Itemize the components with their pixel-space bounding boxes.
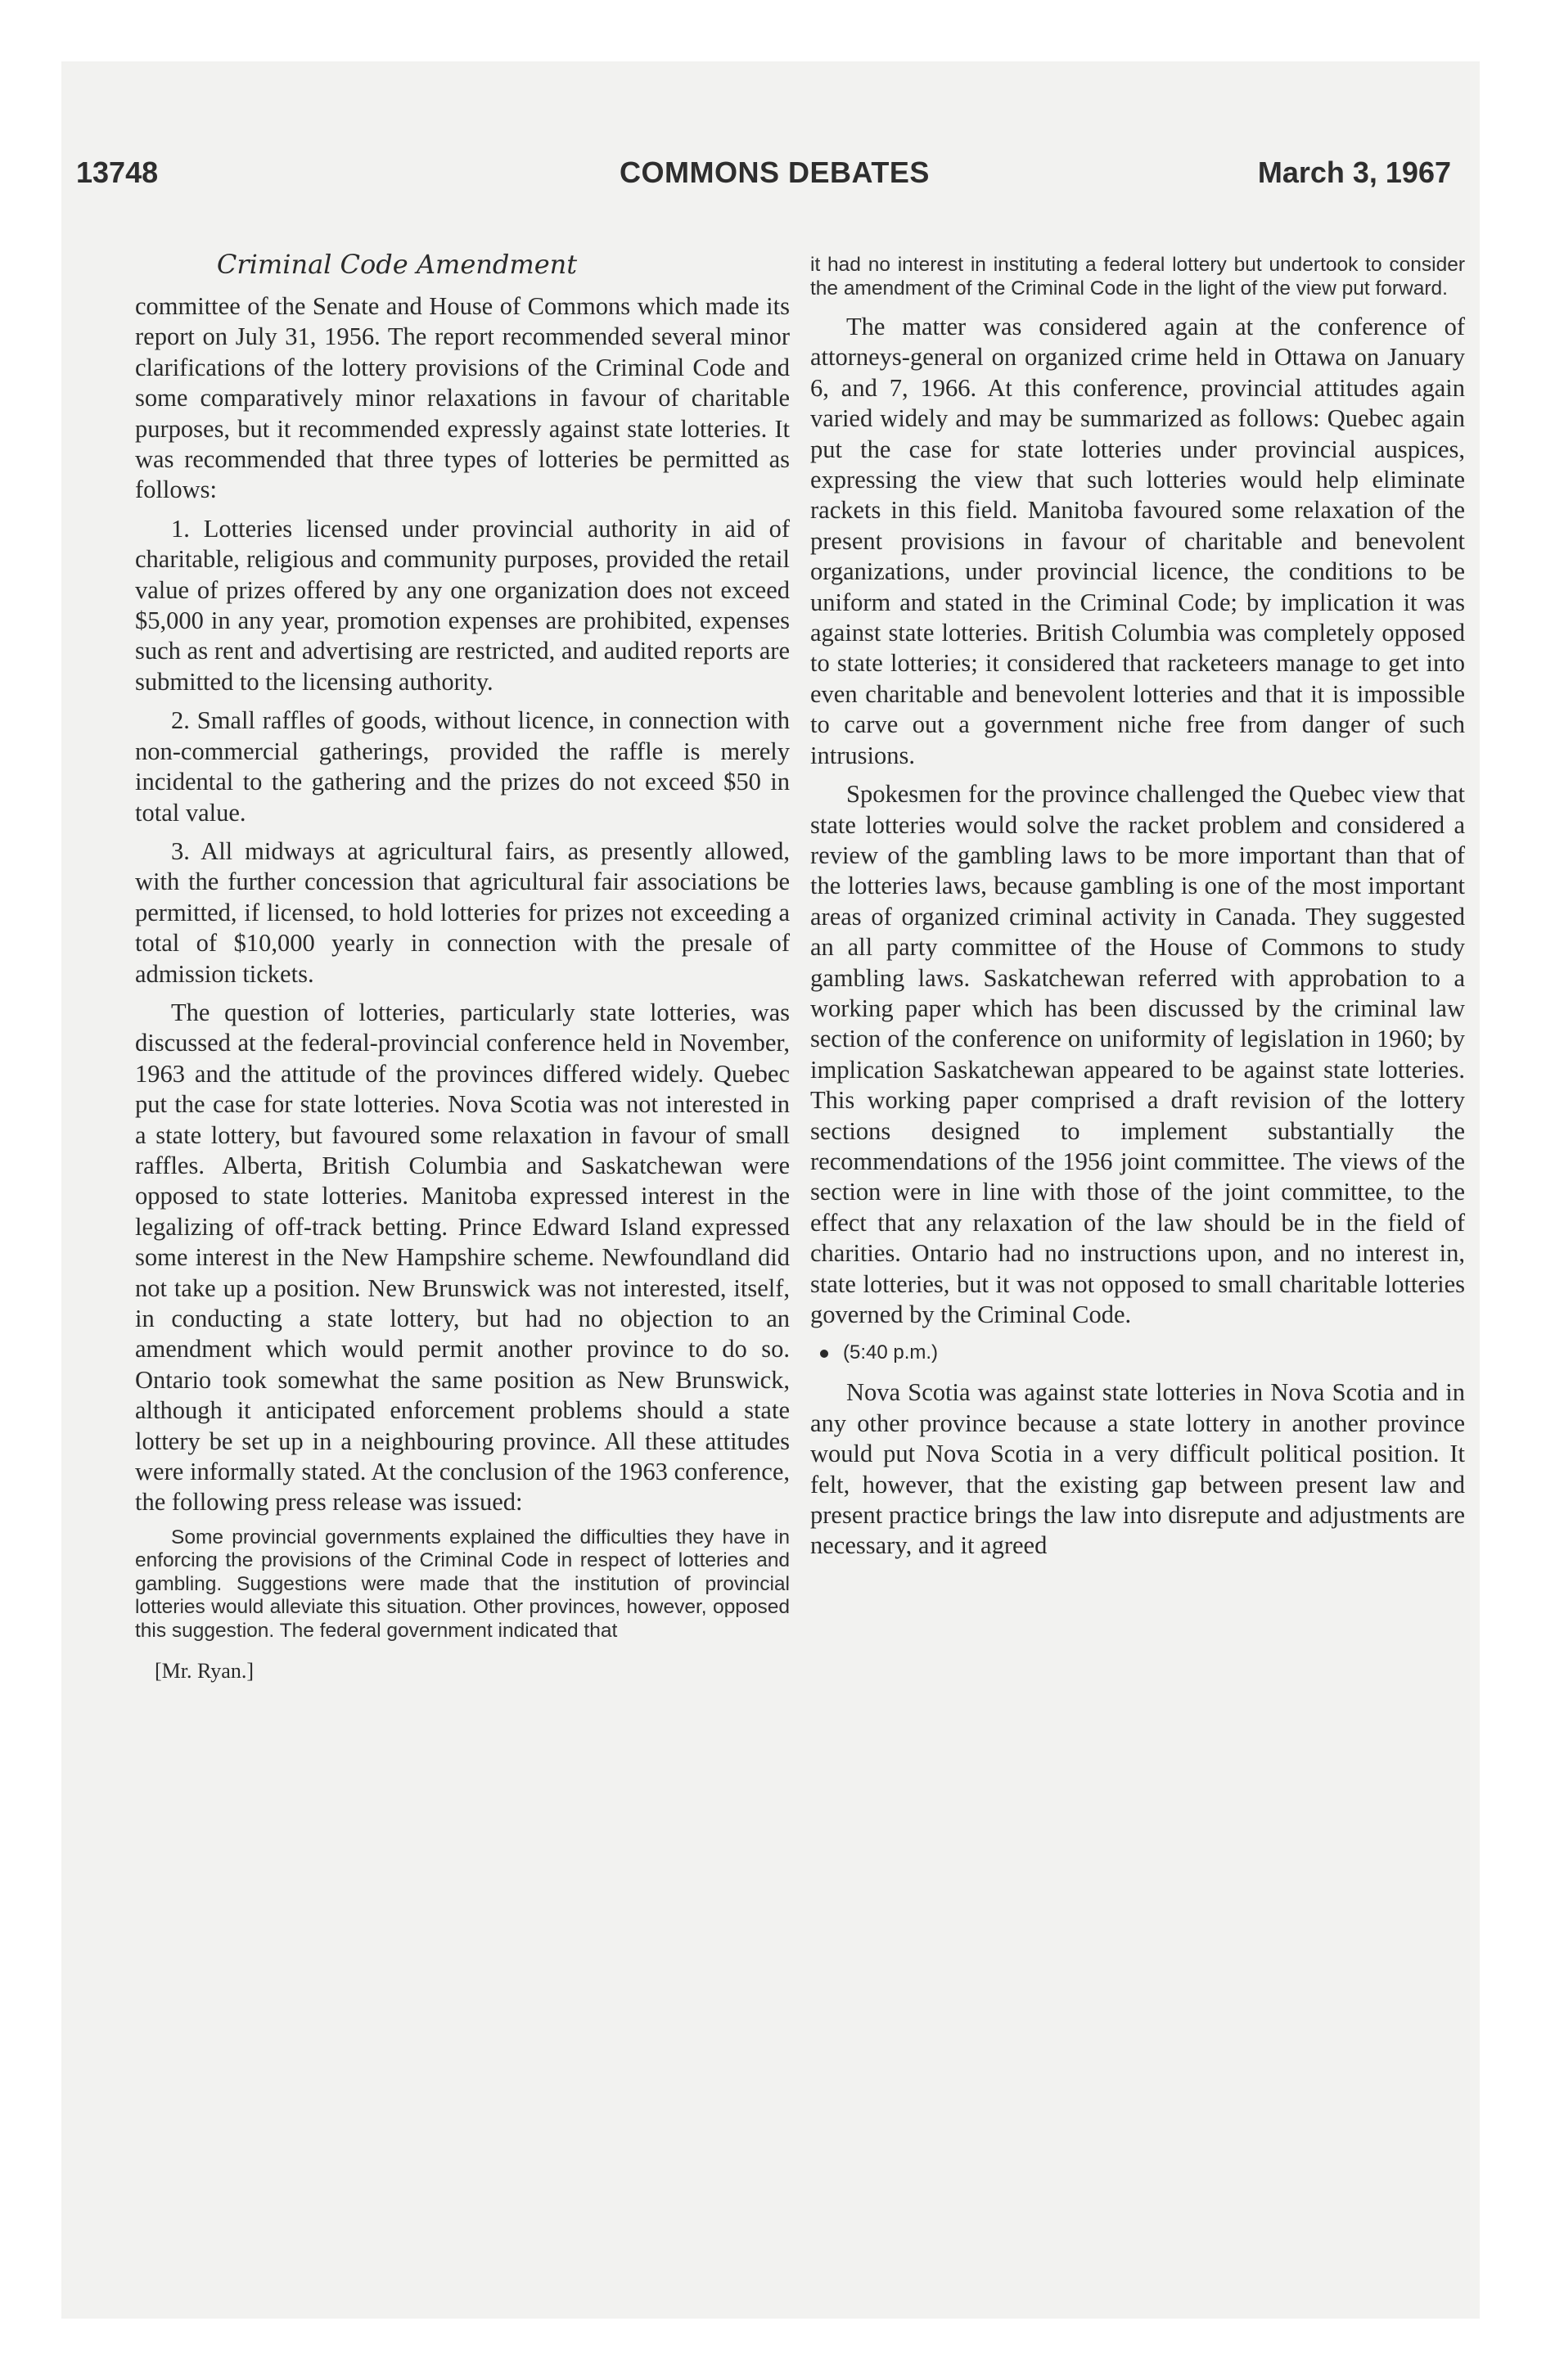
press-release-quote: Some provincial governments explained the difficulties they have in enforcing the provisions of the Criminal Code in respect of lotteries and gambling. Suggestions were made that the institution of provincial lotteries would alleviate this situation. Other provinces, however, opposed this suggestion. The federal government indicated that [135,1526,790,1642]
paragraph: The question of lotteries, particularly state lotteries, was discussed at the federal-provincial conference held in November, 1963 and the attitude of the provinces differed widely. Quebec put the case for state lotteries. Nova Scotia was not interested in a state lottery, but favoured some relaxation in favour of small raffles. Alberta, British Columbia and Saskatchewan were opposed to state lotteries. Manitoba expressed interest in the legalizing of off-track betting. Prince Edward Island expressed some interest in the New Hampshire scheme. Newfoundland did not take up a position. New Brunswick was not interested, itself, in conducting a state lottery, but had no objection to an amendment which would permit another province to do so. Ontario took somewhat the same position as New Brunswick, although it anticipated enforcement problems should a state lottery be set up in a neighbouring province. All these attitudes were informally stated. At the conclusion of the 1963 conference, the following press release was issued: [135,998,790,1517]
paragraph: The matter was considered again at the conference of attorneys-general on organized crime held in Ottawa on January 6, and 7, 1966. At this conference, provincial attitudes again varied widely and may be summarized as follows: Quebec again put the case for state lotteries under provincial auspices, expressing the view that such lotteries would help eliminate rackets in this field. Manitoba favoured some relaxation of the present provisions in favour of charitable and benevolent organizations, under provincial licence, the conditions to be uniform and stated in the Criminal Code; by implication it was against state lotteries. British Columbia was completely opposed to state lotteries; it considered that racketeers manage to get into even charitable and benevolent lotteries and that it is impossible to carve out a government niche free from danger of such intrusions. [810,313,1465,769]
publication-date: March 3, 1967 [1257,156,1451,189]
right-column [810,254,1465,1570]
press-release-quote-continued: it had no interest in instituting a federal lottery but undertook to consider the amendment of the Criminal Code in the light of the view put forward. [810,254,1465,300]
list-item: 3. All midways at agricultural fairs, as presently allowed, with the further concession that agricultural fair associations be permitted, if licensed, to hold lotteries for prizes not exceeding a total of $10,000 yearly in connection with the presale of admission tickets. [135,836,790,988]
page-header [76,156,1451,205]
paragraph: Spokesmen for the province challenged the Quebec view that state lotteries would solve the racket problem and considered a review of the gambling laws to be more important than that of the lotteries laws, because gambling is one of the most important areas of organized criminal activity in Canada. They suggested an all party committee of the House of Commons to study gambling laws. Saskatchewan referred with approbation to a working paper which has been discussed by the criminal law section of the conference on uniformity of legislation in 1960; by implication Saskatchewan appeared to be against state lotteries. This working paper comprised a draft revision of the lottery sections designed to implement substantially the recommendations of the 1956 joint committee. The views of the section were in line with those of the joint committee, to the effect that any relaxation of the law should be in the field of charities. Ontario had no instructions upon, and no interest in, state lotteries, but it was not opposed to small charitable lotteries governed by the Criminal Code. [810,780,1465,1328]
left-column [135,249,790,1684]
list-item: 1. Lotteries licensed under provincial authority in aid of charitable, religious and community purposes, provided the retail value of prizes offered by any one organization does not exceed $5,000 in any year, promotion expenses are prohibited, expenses such as rent and advertising are restricted, and audited reports are submitted to the licensing authority. [135,514,790,696]
paragraph: committee of the Senate and House of Commons which made its report on July 31, 1956. The report recommended several minor clarifications of the lottery provisions of the Criminal Code and some comparatively minor relaxations in favour of charitable purposes, but it recommended expressly against state lotteries. It was recommended that three types of lotteries be permitted as follows: [135,292,790,504]
page-number: 13748 [76,156,159,189]
section-subtitle: Criminal Code Amendment [216,249,578,280]
timestamp-text: (5:40 p.m.) [843,1341,939,1364]
bullet-icon [820,1350,828,1358]
timestamp [820,1341,1465,1364]
paragraph: Nova Scotia was against state lotteries in Nova Scotia and in any other province because a state lottery in another province would put Nova Scotia in a very difficult political position. It felt, however, that the existing gap between present law and present practice brings the law into disrepute and adjustments are necessary, and it agreed [810,1378,1465,1560]
publication-title: COMMONS DEBATES [620,156,930,189]
speaker-attribution: [Mr. Ryan.] [155,1659,254,1684]
list-item: 2. Small raffles of goods, without licence, in connection with non-commercial gatherings, provided the raffle is merely incidental to the gathering and the prizes do not exceed $50 in total value. [135,706,790,827]
